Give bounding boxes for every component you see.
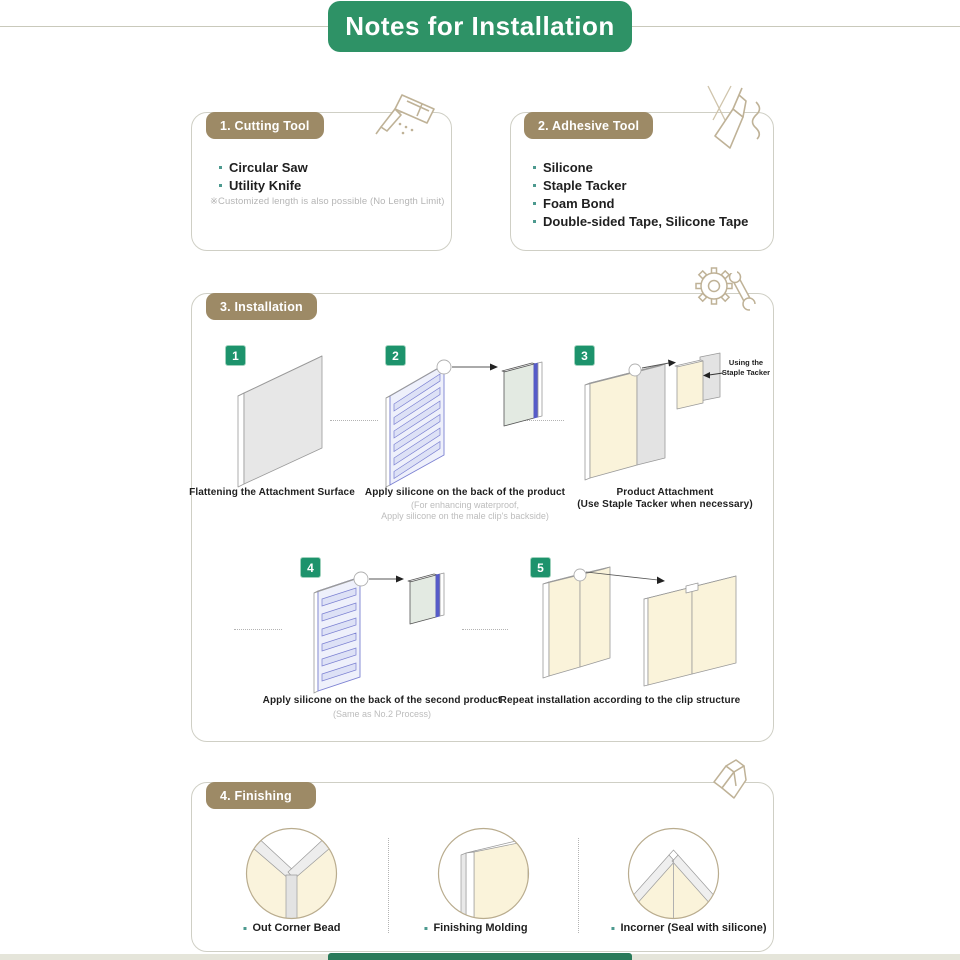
bullet-dot: [424, 927, 427, 930]
bullet-dot: [533, 202, 536, 205]
bullet-dot: [243, 927, 246, 930]
list-item-label: Double-sided Tape, Silicone Tape: [543, 213, 749, 229]
incorner-illustration: [626, 826, 721, 921]
step-5-badge: 5: [530, 557, 551, 578]
finishing-caption-label: Incorner (Seal with silicone): [620, 922, 767, 934]
step-2-silicone-illustration: [382, 352, 567, 487]
finishing-caption-label: Out Corner Bead: [252, 922, 341, 934]
step-4-badge: 4: [300, 557, 321, 578]
step-2-caption: Apply silicone on the back of the product: [364, 487, 566, 498]
step-1-badge: 1: [225, 345, 246, 366]
next-section-bar: [328, 953, 632, 960]
step-1-panel-illustration: [230, 350, 345, 490]
list-item-label: Circular Saw: [229, 159, 308, 175]
page-title: Notes for Installation: [328, 1, 632, 52]
step-5-caption: Repeat installation according to the clip structure: [499, 695, 741, 706]
adhesive-tool-label: 2. Adhesive Tool: [524, 112, 653, 139]
finishing-separator: [578, 838, 579, 933]
cutting-tool-label: 1. Cutting Tool: [206, 112, 324, 139]
finishing-caption: [243, 922, 340, 934]
step-4-caption: Apply silicone on the back of the second product: [262, 695, 502, 706]
bullet-dot: [219, 184, 222, 187]
list-item: [533, 212, 748, 230]
bullet-dot: [533, 220, 536, 223]
installation-label: 3. Installation: [206, 293, 317, 320]
step-3-badge: 3: [574, 345, 595, 366]
step-5-repeat-illustration: [540, 558, 770, 698]
finishing-caption: [611, 922, 766, 934]
finishing-caption: [424, 922, 527, 934]
annotation-line: Using the: [728, 358, 764, 367]
step-3-annotation: [720, 358, 772, 378]
list-item: [533, 176, 748, 194]
step-2-subtext: (For enhancing waterproof,: [410, 500, 520, 510]
step-3-caption2: (Use Staple Tacker when necessary): [577, 499, 753, 510]
list-item-label: Silicone: [543, 159, 593, 175]
finishing-separator: [388, 838, 389, 933]
bullet-dot: [219, 166, 222, 169]
step-separator: [462, 629, 508, 630]
finishing-molding-illustration: [436, 826, 531, 921]
bullet-dot: [533, 166, 536, 169]
finishing-caption-label: Finishing Molding: [433, 922, 528, 934]
step-4-subtext: (Same as No.2 Process): [332, 709, 432, 719]
adhesive-tool-list: [533, 158, 748, 230]
corner-molding-icon: [700, 756, 760, 816]
step-3-caption: Product Attachment: [616, 487, 714, 498]
silicone-bottle-icon: [698, 84, 768, 160]
annotation-line: Staple Tacker: [721, 368, 771, 377]
step-1-caption: Flattening the Attachment Surface: [189, 487, 355, 498]
step-4-silicone-illustration: [300, 565, 450, 700]
list-item: [219, 158, 445, 176]
list-item: [533, 158, 748, 176]
step-2-badge: 2: [385, 345, 406, 366]
gear-wrench-icon: [692, 264, 760, 322]
step-2-subtext: Apply silicone on the male clip's backside): [381, 511, 549, 521]
step-separator: [234, 629, 282, 630]
cutting-note: ※Customized length is also possible (No Length Limit): [210, 196, 445, 207]
bullet-dot: [611, 927, 614, 930]
list-item: [533, 194, 748, 212]
list-item-label: Utility Knife: [229, 177, 302, 193]
list-item: [219, 176, 445, 194]
finishing-label: 4. Finishing: [206, 782, 316, 809]
bullet-dot: [533, 184, 536, 187]
list-item-label: Staple Tacker: [543, 177, 627, 193]
cutting-tool-list: [210, 158, 445, 207]
out-corner-bead-illustration: [244, 826, 339, 921]
utility-knife-icon: [370, 92, 446, 150]
list-item-label: Foam Bond: [543, 195, 615, 211]
